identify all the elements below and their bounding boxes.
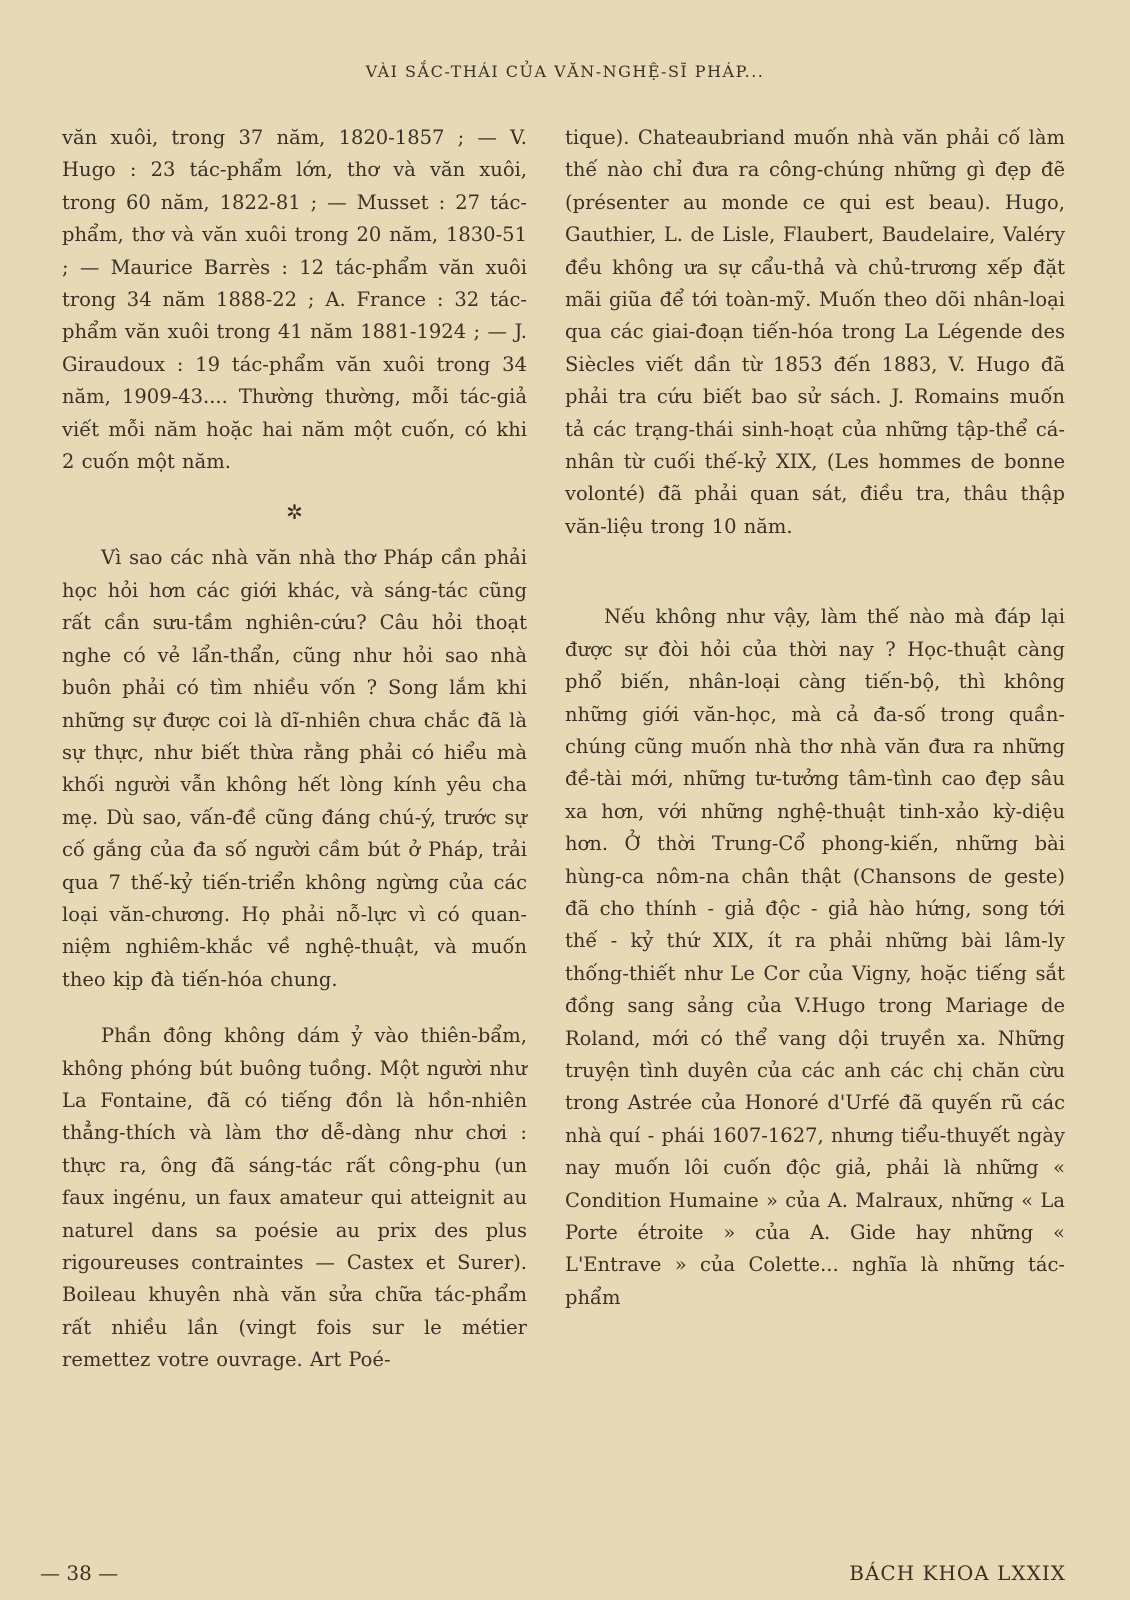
paragraph: Phần đông không dám ỷ vào thiên-bẩm, không phóng bút buông tuồng. Một người như La Fontaine, đã có tiếng đồn là hồn-nhiên thẳng-thích và làm thơ dễ-dàng như chơi : thực ra, ông đã sáng-tác rất công-phu (un faux ingénu, un faux amateur qui atteignit au naturel dans sa poésie au prix des plus rigoureuses contraintes — Castex et Surer). Boileau khuyên nhà văn sửa chữa tác-phẩm rất nhiều lần (vingt fois sur le métier remettez votre ouvrage. Art Poé- xyxy=(62,1024,527,1372)
paragraph: tique). Chateaubriand muốn nhà văn phải cố làm thế nào chỉ đưa ra công-chúng những gì đẹp đẽ (présenter au monde ce qui est beau). Hugo, Gauthier, L. de Lisle, Flaubert, Baudelaire, Valéry đều không ưa sự cẩu-thả và chủ-trương xếp đặt mãi giũa để tới toàn-mỹ. Muốn theo dõi nhân-loại qua các giai-đoạn tiến-hóa trong La Légende des Siècles viết dần từ 1853 đến 1883, V. Hugo đã phải tra cứu biết bao sử sách. J. Romains muốn tả các trạng-thái sinh-hoạt của những tập-thể cá-nhân từ cuối thế-kỷ XIX, (Les hommes de bonne volonté) đã phải quan sát, điều tra, thâu thập văn-liệu trong 10 năm. xyxy=(565,126,1065,538)
right-column xyxy=(565,122,1065,1314)
paragraph: Nếu không như vậy, làm thế nào mà đáp lại được sự đòi hỏi của thời nay ? Học-thuật càng phổ biến, nhân-loại càng tiến-bộ, thì không những giới văn-học, mà cả đa-số trong quần-chúng cũng muốn nhà thơ nhà văn đưa ra những đề-tài mới, những tư-tưởng tâm-tình cao đẹp sâu xa hơn, với những nghệ-thuật tinh-xảo kỳ-diệu hơn. Ở thời Trung-Cổ phong-kiến, những bài hùng-ca nôm-na chân thật (Chansons de geste) đã cho thính - giả độc - giả hào hứng, song tới thế - kỷ thứ XIX, ít ra phải những bài lâm-ly thống-thiết như Le Cor của Vigny, hoặc tiếng sắt đồng sang sảng của V.Hugo trong Mariage de Roland, mới có thể vang dội truyền xa. Những truyện tình duyên của các anh các chị chăn cừu trong Astrée của Honoré d'Urfé đã quyến rũ các nhà quí - phái 1607-1627, nhưng tiểu-thuyết ngày nay muốn lôi cuốn độc giả, phải là những « Condition Humaine » của A. Malraux, những « La Porte étroite » của A. Gide hay những « L'Entrave » của Colette... nghĩa là những tác-phẩm xyxy=(565,605,1065,1309)
section-separator-star: ✲ xyxy=(286,500,303,525)
publication-title: BÁCH KHOA LXXIX xyxy=(849,1561,1066,1585)
paragraph: Vì sao các nhà văn nhà thơ Pháp cần phải học hỏi hơn các giới khác, và sáng-tác cũng rất cần sưu-tầm nghiên-cứu? Câu hỏi thoạt nghe có vẻ lẩn-thẩn, cũng như hỏi sao nhà buôn phải có tìm nhiều vốn ? Song lắm khi những sự được coi là dĩ-nhiên chưa chắc đã là sự thực, như biết thừa rằng phải có hiểu mà khối người vẫn không hết lòng kính yêu cha mẹ. Dù sao, vấn-đề cũng đáng chú-ý, trước sự cố gắng của đa số người cầm bút ở Pháp, trải qua 7 thế-kỷ tiến-triển không ngừng của các loại văn-chương. Họ phải nỗ-lực vì có quan-niệm nghiêm-khắc về nghệ-thuật, và muốn theo kịp đà tiến-hóa chung. xyxy=(62,546,527,991)
running-header: VÀI SẮC-THÁI CỦA VĂN-NGHỆ-SĨ PHÁP... xyxy=(365,62,765,81)
left-column xyxy=(62,122,527,1377)
paragraph: văn xuôi, trong 37 năm, 1820-1857 ; — V. Hugo : 23 tác-phẩm lớn, thơ và văn xuôi, trong 60 năm, 1822-81 ; — Musset : 27 tác-phẩm, thơ và văn xuôi trong 20 năm, 1830-51 ; — Maurice Barrès : 12 tác-phẩm văn xuôi trong 34 năm 1888-22 ; A. France : 32 tác-phẩm văn xuôi trong 41 năm 1881-1924 ; — J. Giraudoux : 19 tác-phẩm văn xuôi trong 34 năm, 1909-43.... Thường thường, mỗi tác-giả viết mỗi năm hoặc hai năm một cuốn, có khi 2 cuốn một năm. xyxy=(62,126,527,474)
page-number: — 38 — xyxy=(40,1561,119,1585)
